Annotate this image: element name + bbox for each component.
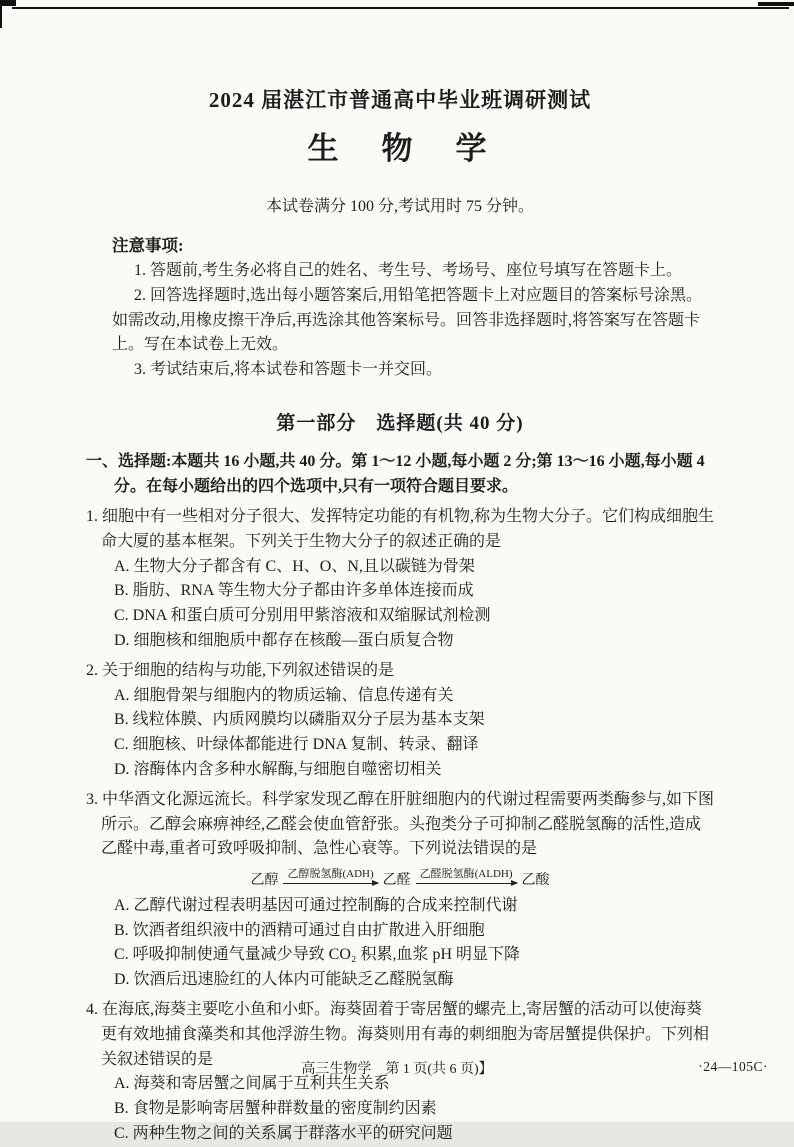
exam-title: 2024 届湛江市普通高中毕业班调研测试	[208, 88, 592, 112]
question-1-option-b: B. 脂肪、RNA 等生物大分子都由许多单体连接而成	[114, 582, 474, 600]
question-2-text: 关于细胞的结构与功能,下列叙述错误的是	[102, 661, 395, 679]
pathway-arrow-1	[283, 868, 377, 884]
section-intro: 一、选择题:本题共 16 小题,共 40 分。第 1～12 小题,每小题 2 分;第 13～16 小题,每小题 4 分。在每小题给出的四个选项中,只有一项符合题目要求。	[86, 453, 705, 496]
question-1-option-c: C. DNA 和蛋白质可分别用甲紫溶液和双缩脲试剂检测	[114, 607, 491, 625]
pathway-node-acetic-acid: 乙酸	[521, 872, 550, 888]
notice-heading: 注意事项:	[112, 236, 184, 256]
question-3-option-d: D. 饮酒后迅速脸红的人体内可能缺乏乙醛脱氢酶	[114, 971, 454, 989]
question-4-option-a: A. 海葵和寄居蟹之间属于互利共生关系	[114, 1075, 390, 1093]
question-2-option-c: C. 细胞核、叶绿体都能进行 DNA 复制、转录、翻译	[114, 736, 479, 754]
question-2-stem	[86, 659, 714, 684]
subject-title: 生 物 学	[307, 130, 493, 166]
notice-item-1: 1. 答题前,考生务必将自己的姓名、考生号、考场号、座位号填写在答题卡上。	[134, 261, 683, 279]
exam-info: 本试卷满分 100 分,考试用时 75 分钟。	[265, 197, 534, 215]
right-arrow-icon	[416, 883, 517, 884]
question-2	[86, 659, 714, 783]
ethanol-metabolism-diagram	[86, 868, 714, 890]
pathway-node-acetaldehyde: 乙醛	[382, 872, 411, 888]
pathway-arrow-2-label: 乙醛脱氢酶(ALDH)	[419, 868, 513, 881]
notice-section	[86, 233, 714, 383]
question-1-option-d: D. 细胞核和细胞质中都存在核酸—蛋白质复合物	[114, 631, 454, 649]
question-4-text: 在海底,海葵主要吃小鱼和小虾。海葵固着于寄居蟹的螺壳上,寄居蟹的活动可以使海葵更有效地捕食藻类和其他浮游生物。海葵则用有毒的刺细胞为寄居蟹提供保护。下列相关叙述错误的是	[101, 1000, 710, 1068]
question-1-number: 1.	[86, 507, 98, 525]
scan-artifact-left-edge	[0, 0, 2, 28]
page-content	[86, 0, 714, 1147]
question-2-option-a: A. 细胞骨架与细胞内的物质运输、信息传递有关	[114, 686, 454, 704]
question-2-option-b: B. 线粒体膜、内质网膜均以磷脂双分子层为基本支架	[114, 711, 485, 729]
question-3	[86, 788, 714, 993]
question-3-option-c: C. 呼吸抑制使通气量减少导致 CO₂ 积累,血浆 pH 明显下降	[114, 946, 521, 964]
footer-page-info: 高三生物学 第 1 页(共 6 页)】	[301, 1062, 493, 1077]
scan-artifact-top-left	[0, 0, 16, 6]
page-footer	[0, 1058, 794, 1078]
question-4-option-b: B. 食物是影响寄居蟹种群数量的密度制约因素	[114, 1100, 437, 1118]
pathway-node-ethanol: 乙醇	[250, 872, 279, 888]
pathway-arrow-2	[416, 868, 517, 884]
question-3-number: 3.	[86, 790, 98, 808]
question-4-number: 4.	[86, 1000, 98, 1018]
question-2-number: 2.	[86, 661, 98, 679]
question-4-option-c: C. 两种生物之间的关系属于群落水平的研究问题	[114, 1124, 453, 1142]
question-1-stem	[86, 505, 714, 555]
notice-item-2: 2. 回答选择题时,选出每小题答案后,用铅笔把答题卡上对应题目的答案标号涂黑。如需改动,用橡皮擦干净后,再选涂其他答案标号。回答非选择题时,将答案写在答题卡上。写在本试卷上无效。	[112, 286, 703, 354]
question-3-option-a: A. 乙醇代谢过程表明基因可通过控制酶的合成来控制代谢	[114, 896, 518, 914]
pathway-arrow-1-label: 乙醇脱氢酶(ADH)	[287, 868, 374, 881]
question-1-text: 细胞中有一些相对分子很大、发挥特定功能的有机物,称为生物大分子。它们构成细胞生命大厦的基本框架。下列关于生物大分子的叙述正确的是	[101, 507, 715, 550]
section-heading: 第一部分 选择题(共 40 分)	[276, 412, 524, 434]
question-1-option-a: A. 生物大分子都含有 C、H、O、N,且以碳链为骨架	[114, 557, 475, 575]
question-1	[86, 505, 714, 654]
question-2-option-d: D. 溶酶体内含多种水解酶,与细胞自噬密切相关	[114, 760, 442, 778]
footer-code: ·24—105C·	[698, 1059, 768, 1074]
question-3-stem	[86, 788, 714, 862]
scan-artifact-top-right	[758, 2, 794, 6]
question-3-text: 中华酒文化源远流长。科学家发现乙醇在肝脏细胞内的代谢过程需要两类酶参与,如下图所示。乙醇会麻痹神经,乙醛会使血管舒张。头孢类分子可抑制乙醛脱氢酶的活性,造成乙醛中毒,重者可致呼吸抑制、急性心衰等。下列说法错误的是	[101, 790, 715, 858]
question-3-option-b: B. 饮酒者组织液中的酒精可通过自由扩散进入肝细胞	[114, 921, 485, 939]
notice-item-3: 3. 考试结束后,将本试卷和答题卡一并交回。	[134, 361, 443, 379]
right-arrow-icon	[283, 883, 377, 884]
